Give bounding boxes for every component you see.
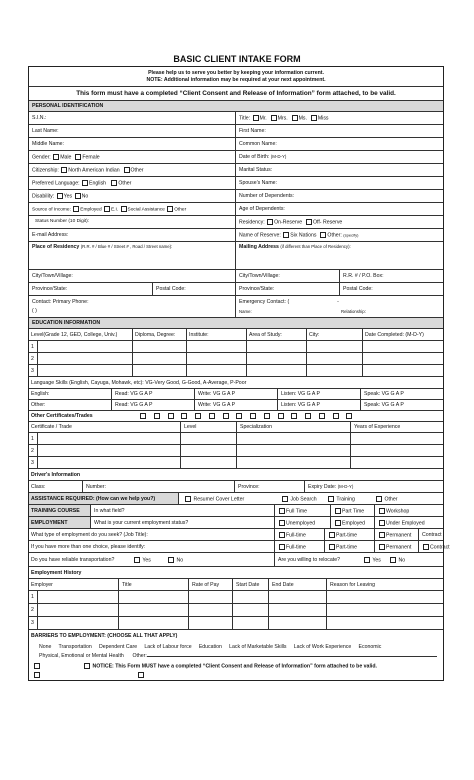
expiry-field[interactable]: Expiry Date: xyxy=(308,484,337,490)
edu-date-header: Date Completed: (M-D-Y) xyxy=(365,332,424,338)
barriers-header: BARRIERS TO EMPLOYMENT: (CHOOSE ALL THAT APPLY) xyxy=(31,633,178,639)
title-label: Title: xyxy=(239,115,251,122)
email-field[interactable]: E-mail Address: xyxy=(32,232,69,238)
under-employed-label: Under Employed xyxy=(386,520,425,527)
edu-city-header: City: xyxy=(309,332,320,338)
marital-field[interactable]: Marital Status: xyxy=(239,167,273,173)
gender-label: Gender: xyxy=(32,154,51,161)
income-other-checkbox[interactable] xyxy=(167,206,173,212)
province-field[interactable]: Province/State: xyxy=(32,286,68,292)
intake-form xyxy=(28,66,450,681)
expiry-format: (M-D-Y) xyxy=(337,484,354,489)
unemployed-label: Unemployed xyxy=(286,520,316,527)
emergency-relationship-label: Relationship: xyxy=(341,309,366,314)
edu-diploma-header: Diploma, Degree: xyxy=(135,332,176,338)
male-checkbox[interactable] xyxy=(53,154,59,160)
status-employed-checkbox[interactable] xyxy=(335,520,341,526)
ei-label: E.I. xyxy=(110,207,119,213)
checkbox[interactable] xyxy=(154,413,160,419)
ei-checkbox[interactable] xyxy=(104,206,110,212)
checkbox[interactable] xyxy=(168,413,174,419)
relocate-no-checkbox[interactable] xyxy=(390,557,396,563)
checkbox[interactable] xyxy=(346,413,352,419)
relocate-no-label: No xyxy=(398,557,406,564)
more-choice-row xyxy=(29,541,450,553)
consent-text: This form must have a completed “Client Consent and Release of Information” form attached, to be valid. xyxy=(76,90,396,97)
english-read[interactable]: Read: VG G A P xyxy=(115,391,153,397)
drivers-row xyxy=(29,481,443,493)
disability-yes-label: Yes xyxy=(63,193,73,200)
seek-ft-label: Full-time xyxy=(286,532,306,539)
middle-name-field[interactable]: Middle Name: xyxy=(32,141,65,147)
barrier-none-label[interactable]: None xyxy=(39,644,52,650)
alt-ft-checkbox[interactable] xyxy=(279,544,285,550)
seek-permanent-checkbox[interactable] xyxy=(379,532,385,538)
table-row[interactable] xyxy=(29,353,443,365)
barrier-labour-force-label[interactable]: Lack of Labour force xyxy=(144,644,192,650)
row-sin-title xyxy=(29,112,443,125)
relocate-label: Are you willing to relocate? xyxy=(278,557,340,563)
english-label: English xyxy=(89,180,107,187)
form-title: BASIC CLIENT INTAKE FORM xyxy=(173,54,301,64)
checkbox[interactable] xyxy=(278,413,284,419)
specify-note: (specify) xyxy=(343,232,359,238)
other-certs-label: Other Certificates/Trades xyxy=(31,413,93,419)
alt-permanent-checkbox[interactable] xyxy=(379,544,385,550)
assist-other-label: Other xyxy=(384,496,398,503)
checkbox[interactable] xyxy=(319,413,325,419)
edu-level-header: Level(Grade 12, GED, College, Univ.) xyxy=(31,332,118,338)
course-ft-label: Full Time xyxy=(286,508,308,515)
intro-line1: Please help us to serve you better by keeping your information current. xyxy=(148,70,324,76)
course-ft-checkbox[interactable] xyxy=(279,508,285,514)
transport-no-label: No xyxy=(176,557,184,564)
row-language xyxy=(29,177,443,190)
social-assistance-label: Social Assistance xyxy=(127,207,165,213)
social-assistance-checkbox[interactable] xyxy=(121,206,127,212)
assist-other-checkbox[interactable] xyxy=(376,496,382,502)
mailing-postal-field[interactable]: Postal Code: xyxy=(343,286,373,292)
assistance-header: ASSISTANCE REQUIRED: (How can we help you?) xyxy=(31,496,156,502)
mailing-note: (if different than Place of Residency): xyxy=(280,244,351,249)
reserve-other-checkbox[interactable] xyxy=(320,232,326,238)
alt-pt-checkbox[interactable] xyxy=(329,544,335,550)
table-row[interactable] xyxy=(29,591,443,604)
english-checkbox[interactable] xyxy=(82,180,88,186)
checkbox[interactable] xyxy=(209,413,215,419)
table-row[interactable] xyxy=(29,604,443,617)
on-reserve-label: On-Reserve xyxy=(274,219,303,226)
barrier-checkbox[interactable] xyxy=(84,663,90,669)
row-status xyxy=(29,216,443,229)
place-residency-label[interactable]: Place of Residency xyxy=(32,244,80,250)
training-label: Training xyxy=(336,496,355,503)
job-search-label: Job Search xyxy=(290,496,317,503)
disability-yes-checkbox[interactable] xyxy=(57,193,63,199)
other-write[interactable]: Write: VG G A P xyxy=(198,402,236,408)
lang-skills-label: Language Skills (English, Cayuga, Mohawk, etc): xyxy=(31,380,144,386)
personal-section-header xyxy=(29,101,443,112)
citizenship-other-checkbox[interactable] xyxy=(124,167,130,173)
course-pt-label: Part Time xyxy=(342,508,365,515)
mailing-province-field[interactable]: Province/State: xyxy=(239,286,275,292)
age-dependents-field[interactable]: Age of Dependents: xyxy=(239,206,285,212)
personal-header: PERSONAL IDENTIFICATION xyxy=(32,103,104,109)
cert-level-header: Level xyxy=(184,424,197,430)
seek-pt-label: Part-time xyxy=(336,532,358,539)
dob-label[interactable]: Date of Birth: xyxy=(239,154,270,160)
job-title-header: Title xyxy=(122,582,132,588)
ms-checkbox[interactable] xyxy=(292,115,298,121)
row-city xyxy=(29,270,443,283)
seek-ft-checkbox[interactable] xyxy=(279,532,285,538)
certs-header-row xyxy=(29,422,443,433)
mrs-label: Mrs. xyxy=(277,115,288,122)
barriers-items xyxy=(39,645,381,650)
alt-contract-label: Contract xyxy=(430,544,450,551)
income-other-label: Other xyxy=(174,207,187,213)
language-label: Preferred Language: xyxy=(32,180,80,187)
job-search-checkbox[interactable] xyxy=(282,496,288,502)
row-number: 1 xyxy=(31,344,34,350)
reserve-other-label: Other: xyxy=(327,232,342,239)
last-name-field[interactable]: Last Name: xyxy=(32,128,59,134)
employed-checkbox[interactable] xyxy=(73,206,79,212)
table-row[interactable] xyxy=(29,457,443,469)
row-disability xyxy=(29,190,443,203)
row-email xyxy=(29,229,443,242)
job-title-field[interactable]: What type of employment do you seek? (Job Title): xyxy=(31,532,148,538)
transport-label: Do you have reliable transportation? xyxy=(31,557,115,563)
notice-text: NOTICE: This Form MUST have a completed “Client Consent and Release of Information” form attached to be valid. xyxy=(92,663,377,670)
language-other-label: Other xyxy=(118,180,132,187)
education-section-header xyxy=(29,318,443,329)
barrier-checkbox[interactable] xyxy=(34,672,40,678)
other-listen[interactable]: Listen: VG G A P xyxy=(281,402,320,408)
dob-format: (M-D-Y) xyxy=(270,154,287,159)
emergency-contact-field[interactable]: Emergency Contact: ( xyxy=(239,299,290,305)
education-header: EDUCATION INFORMATION xyxy=(32,320,101,326)
emergency-name-label: Name: xyxy=(239,309,252,314)
row-number: 3 xyxy=(31,460,34,466)
row-number: 2 xyxy=(31,607,34,613)
license-number-field[interactable]: Number: xyxy=(86,484,106,490)
intro-line2: NOTE: Additional information may be required at your next appointment. xyxy=(146,77,326,83)
lang-legend: VG-Very Good, G-Good, A-Average, P-Poor xyxy=(145,380,247,386)
alt-contract-checkbox[interactable] xyxy=(423,544,429,550)
barrier-other-label[interactable]: Other: xyxy=(132,653,147,659)
income-label: Source of Income: xyxy=(32,207,71,213)
on-reserve-checkbox[interactable] xyxy=(267,219,273,225)
workshop-checkbox[interactable] xyxy=(379,508,385,514)
seek-pt-checkbox[interactable] xyxy=(329,532,335,538)
rate-header: Rate of Pay xyxy=(192,582,220,588)
employer-header: Employer xyxy=(31,582,53,588)
education-header-row xyxy=(29,329,443,341)
status-number-field[interactable]: Status Number (10 Digit): xyxy=(35,219,90,224)
language-skills-row xyxy=(29,377,443,389)
checkbox[interactable] xyxy=(250,413,256,419)
table-row[interactable] xyxy=(29,341,443,353)
row-middle xyxy=(29,138,443,151)
barrier-economic-label[interactable]: Economic xyxy=(358,644,382,650)
under-employed-checkbox[interactable] xyxy=(379,520,385,526)
english-listen[interactable]: Listen: VG G A P xyxy=(281,391,320,397)
lang-other-label: Other: xyxy=(31,402,46,408)
lang-english-label: English: xyxy=(31,391,50,397)
seek-contract-label[interactable]: Contract xyxy=(422,532,442,538)
transport-no-checkbox[interactable] xyxy=(168,557,174,563)
employment-label: EMPLOYMENT xyxy=(31,520,68,526)
alt-permanent-label: Permanent xyxy=(386,544,412,551)
nai-checkbox[interactable] xyxy=(61,167,67,173)
disability-no-label: No xyxy=(81,193,89,200)
class-field[interactable]: Class: xyxy=(31,484,46,490)
cert-trade-header: Certificate / Trade xyxy=(31,424,72,430)
consent-notice xyxy=(29,87,443,101)
license-province-field[interactable]: Province: xyxy=(238,484,260,490)
status-employed-label: Employed xyxy=(342,520,366,527)
lang-english-row xyxy=(29,389,443,400)
other-read[interactable]: Read: VG G A P xyxy=(115,402,153,408)
barrier-dependent-care-label[interactable]: Dependent Care xyxy=(99,644,138,650)
mr-checkbox[interactable] xyxy=(253,115,259,121)
checkbox[interactable] xyxy=(140,413,146,419)
transport-row xyxy=(29,553,443,567)
mailing-city-field[interactable]: City/Town/Village: xyxy=(239,273,280,279)
relocate-yes-label: Yes xyxy=(372,557,381,564)
common-name-field[interactable]: Common Name: xyxy=(239,141,277,147)
checkbox[interactable] xyxy=(195,413,201,419)
row-number: 2 xyxy=(31,356,34,362)
off-reserve-checkbox[interactable] xyxy=(306,219,312,225)
table-row[interactable] xyxy=(29,445,443,457)
row-income xyxy=(29,203,443,216)
barrier-health-label[interactable]: Physical, Emotional or Mental Health xyxy=(39,653,124,659)
more-choice-field[interactable]: If you have more than one choice, please identify: xyxy=(31,544,146,550)
barrier-transportation-label[interactable]: Transportation xyxy=(58,644,92,650)
mr-label: Mr. xyxy=(259,115,267,122)
postal-field[interactable]: Postal Code: xyxy=(156,286,186,292)
drivers-header: Driver's Information xyxy=(31,472,81,478)
disability-label: Disability: xyxy=(32,193,55,200)
employment-row xyxy=(29,517,443,529)
current-status-label: What is your current employment status? xyxy=(94,520,189,526)
row-number: 2 xyxy=(31,448,34,454)
other-speak[interactable]: Speak: VG G A P xyxy=(364,402,404,408)
row-place-residency xyxy=(29,242,443,270)
history-columns-row xyxy=(29,579,443,591)
barrier-marketable-skills-label[interactable]: Lack of Marketable Skills xyxy=(229,644,287,650)
mrs-checkbox[interactable] xyxy=(271,115,277,121)
emergency-dash: - xyxy=(337,299,339,305)
language-other-checkbox[interactable] xyxy=(111,180,117,186)
checkbox[interactable] xyxy=(333,413,339,419)
checkbox[interactable] xyxy=(236,413,242,419)
row-number: 3 xyxy=(31,368,34,374)
spouse-field[interactable]: Spouse’s Name: xyxy=(239,180,277,186)
edu-area-header: Area of Study: xyxy=(249,332,282,338)
row-contact xyxy=(29,296,443,318)
training-course-row xyxy=(29,505,443,517)
barrier-education-label[interactable]: Education xyxy=(198,644,222,650)
table-row[interactable] xyxy=(29,433,443,445)
unemployed-checkbox[interactable] xyxy=(279,520,285,526)
barrier-other-line[interactable] xyxy=(147,656,437,657)
citizenship-label: Citizenship: xyxy=(32,167,59,174)
english-write[interactable]: Write: VG G A P xyxy=(198,391,236,397)
checkbox[interactable] xyxy=(181,413,187,419)
intro-notice xyxy=(29,67,443,87)
resume-checkbox[interactable] xyxy=(185,496,191,502)
seek-permanent-label: Permanent xyxy=(386,532,412,539)
checkbox[interactable] xyxy=(305,413,311,419)
sin-label: S.I.N.: xyxy=(32,115,47,121)
table-row[interactable] xyxy=(29,365,443,377)
specialization-header: Specialization xyxy=(240,424,273,430)
row-number: 1 xyxy=(31,436,34,442)
transport-yes-label: Yes xyxy=(142,557,151,564)
type-seek-row xyxy=(29,529,443,541)
six-nations-label: Six Nations xyxy=(290,232,317,239)
assistance-row xyxy=(29,493,443,505)
row-gender xyxy=(29,151,443,164)
english-speak[interactable]: Speak: VG G A P xyxy=(364,391,404,397)
lang-other-row xyxy=(29,400,443,411)
place-residency-note: (R.R. # / Blue # / Street # , Road / Street name): xyxy=(80,244,173,249)
six-nations-checkbox[interactable] xyxy=(283,232,289,238)
barriers-block xyxy=(29,630,443,680)
start-date-header: Start Date xyxy=(236,582,260,588)
gender-group xyxy=(32,154,100,161)
training-field-input[interactable]: In what field? xyxy=(94,508,125,514)
drivers-header-row xyxy=(29,469,443,481)
row-citizenship xyxy=(29,164,443,177)
title-group xyxy=(239,115,329,122)
years-exp-header: Years of Experience xyxy=(354,424,401,430)
miss-checkbox[interactable] xyxy=(311,115,317,121)
reason-header: Reason for Leaving xyxy=(330,582,375,588)
checkbox[interactable] xyxy=(223,413,229,419)
phone-field[interactable]: Contact: Primary Phone: xyxy=(32,299,89,305)
alt-ft-label: Full-time xyxy=(286,544,306,551)
barrier-work-experience-label[interactable]: Lack of Work Experience xyxy=(293,644,352,650)
checkbox-strip xyxy=(139,413,353,420)
ms-label: Ms. xyxy=(298,115,307,122)
female-checkbox[interactable] xyxy=(75,154,81,160)
row-number: 1 xyxy=(31,594,34,600)
citizenship-other-label: Other xyxy=(130,167,144,174)
row-number: 3 xyxy=(31,620,34,626)
rr-po-field[interactable]: R.R. # / P.O. Box: xyxy=(343,273,384,279)
training-course-label: TRAINING COURSE xyxy=(31,508,80,514)
end-date-header: End Date xyxy=(272,582,294,588)
history-header: Employment History xyxy=(31,570,82,576)
disability-no-checkbox[interactable] xyxy=(75,193,81,199)
barrier-checkbox[interactable] xyxy=(34,663,40,669)
history-header-row xyxy=(29,567,443,579)
nai-label: North American Indian xyxy=(68,167,120,174)
workshop-label: Workshop xyxy=(386,508,410,515)
phone-area-code: ( ) xyxy=(32,308,37,314)
off-reserve-label: Off- Reserve xyxy=(312,219,343,226)
dependents-field[interactable]: Number of Dependents: xyxy=(239,193,295,199)
training-checkbox[interactable] xyxy=(328,496,334,502)
employed-label: Employed xyxy=(80,207,102,213)
row-province xyxy=(29,283,443,296)
alt-pt-label: Part-time xyxy=(336,544,358,551)
female-label: Female xyxy=(82,154,100,161)
relocate-yes-checkbox[interactable] xyxy=(364,557,370,563)
transport-yes-checkbox[interactable] xyxy=(134,557,140,563)
table-row[interactable] xyxy=(29,617,443,630)
mailing-label[interactable]: Mailing Address xyxy=(239,244,279,250)
checkbox[interactable] xyxy=(264,413,270,419)
miss-label: Miss xyxy=(317,115,329,122)
checkbox[interactable] xyxy=(291,413,297,419)
resume-label: Resume/ Cover Letter xyxy=(193,496,245,503)
first-name-field[interactable]: First Name: xyxy=(239,128,266,134)
city-field[interactable]: City/Town/Village: xyxy=(32,273,73,279)
male-label: Male xyxy=(60,154,72,161)
row-names xyxy=(29,125,443,138)
edu-institute-header: Institute: xyxy=(189,332,209,338)
residency-label: Residency: xyxy=(239,219,265,226)
name-of-reserve-label: Name of Reserve: xyxy=(239,232,281,239)
other-certs-row xyxy=(29,411,443,422)
course-pt-checkbox[interactable] xyxy=(335,508,341,514)
barrier-checkbox[interactable] xyxy=(138,672,144,678)
